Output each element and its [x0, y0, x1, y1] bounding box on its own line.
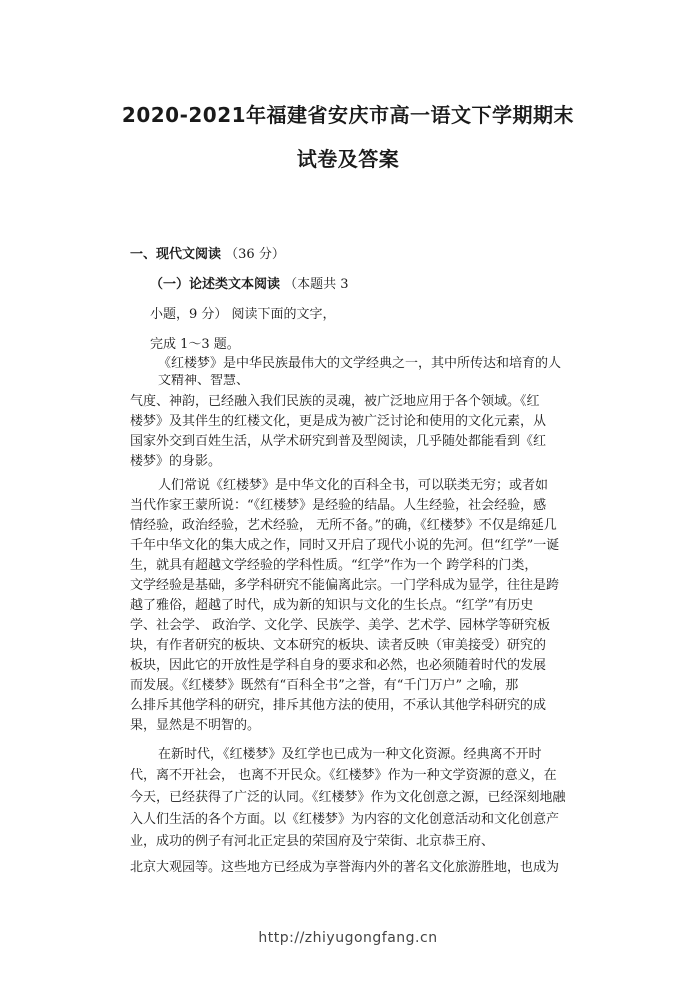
paragraph-line: 楼梦》的身影。	[130, 454, 222, 469]
paragraph-line: 板块，因此它的开放性是学科自身的要求和必然，也必须随着时代的发展	[130, 658, 547, 673]
subsection-title: （一）论述类文本阅读	[150, 277, 281, 292]
paragraph-line: 文精神、智慧、	[158, 374, 250, 388]
paragraph-line: 千年中华文化的集大成之作，同时又开启了现代小说的先河。但“红学”一诞	[130, 538, 560, 553]
section-title: 一、现代文阅读	[130, 247, 222, 262]
paragraph-line: 业，成功的例子有河北正定县的荣国府及宁荣街、北京恭王府、	[130, 834, 495, 849]
paragraph-line: 越了雅俗，超越了时代，成为新的知识与文化的生长点。“红学”有历史	[130, 598, 534, 613]
paragraph-line: 当代作家王蒙所说：“《红楼梦》是经验的结晶。人生经验，社会经验，感	[130, 498, 547, 513]
subsection-note-line3: 完成 1～3 题。	[150, 337, 240, 352]
paragraph-line: 学、社会学、 政治学、文化学、民族学、美学、艺术学、园林学等研究板	[130, 618, 551, 633]
paragraph-2	[130, 476, 570, 736]
paragraph-line: 楼梦》及其伴生的红楼文化，更是成为被广泛讨论和使用的文化元素，从	[130, 414, 547, 429]
section-heading	[130, 243, 285, 262]
paragraph-line: 北京大观园等。这些地方已经成为享誉海内外的著名文化旅游胜地，也成为	[130, 860, 560, 875]
paragraph-line: 果，显然是不明智的。	[130, 718, 261, 733]
paragraph-line: 而发展。《红楼梦》既然有“百科全书”之誉，有“千门万户” 之喻，那	[130, 678, 519, 693]
document-title-line2: 试卷及答案	[296, 147, 400, 171]
paragraph-line: 代，离不开社会， 也离不开民众。《红楼梦》作为一种文学资源的意义，在	[130, 768, 557, 783]
paragraph-line: 入人们生活的各个方面。以《红楼梦》为内容的文化创意活动和文化创意产	[130, 812, 560, 827]
paragraph-line: 么排斥其他学科的研究，排斥其他方法的使用，不承认其他学科研究的成	[130, 698, 547, 713]
footer-url: http://zhiyugongfang.cn	[258, 930, 438, 946]
paragraph-line: 文学经验是基础，多学科研究不能偏离此宗。一门学科成为显学，往往是跨	[130, 578, 560, 593]
paragraph-line: 气度、神韵，已经融入我们民族的灵魂，被广泛地应用于各个领域。《红	[130, 394, 540, 409]
paragraph-3	[130, 745, 570, 879]
paragraph-line: 《红楼梦》是中华民族最伟大的文学经典之一，其中所传达和培育的人	[158, 356, 562, 371]
paragraph-line: 生，就具有超越文学经验的学科性质。“红学”作为一个 跨学科的门类，	[130, 558, 538, 573]
paragraph-line: 今天，已经获得了广泛的认同。《红楼梦》作为文化创意之源，已经深刻地融	[130, 790, 566, 805]
paragraph-line: 块，有作者研究的板块、文本研究的板块、读者反映（审美接受）研究的	[130, 638, 547, 653]
paragraph-line: 在新时代，《红楼梦》及红学也已成为一种文化资源。经典离不开时	[158, 747, 542, 762]
paragraph-line: 情经验，政治经验，艺术经验， 无所不备。”的确，《红楼梦》不仅是绵延几	[130, 518, 557, 533]
paragraph-1	[130, 354, 570, 472]
subsection-note: （本题共 3	[284, 277, 349, 292]
subsection-note-line2: 小题，9 分） 阅读下面的文字，	[150, 307, 336, 322]
document-title-line1: 2020-2021年福建省安庆市高一语文下学期期末	[121, 103, 575, 127]
section-score: （36 分）	[225, 247, 285, 262]
subsection-heading	[150, 273, 349, 292]
paragraph-line: 国家外交到百姓生活，从学术研究到普及型阅读，几乎随处都能看到《红	[130, 434, 547, 449]
paragraph-line: 人们常说《红楼梦》是中华文化的百科全书，可以联类无穷；或者如	[158, 478, 549, 493]
